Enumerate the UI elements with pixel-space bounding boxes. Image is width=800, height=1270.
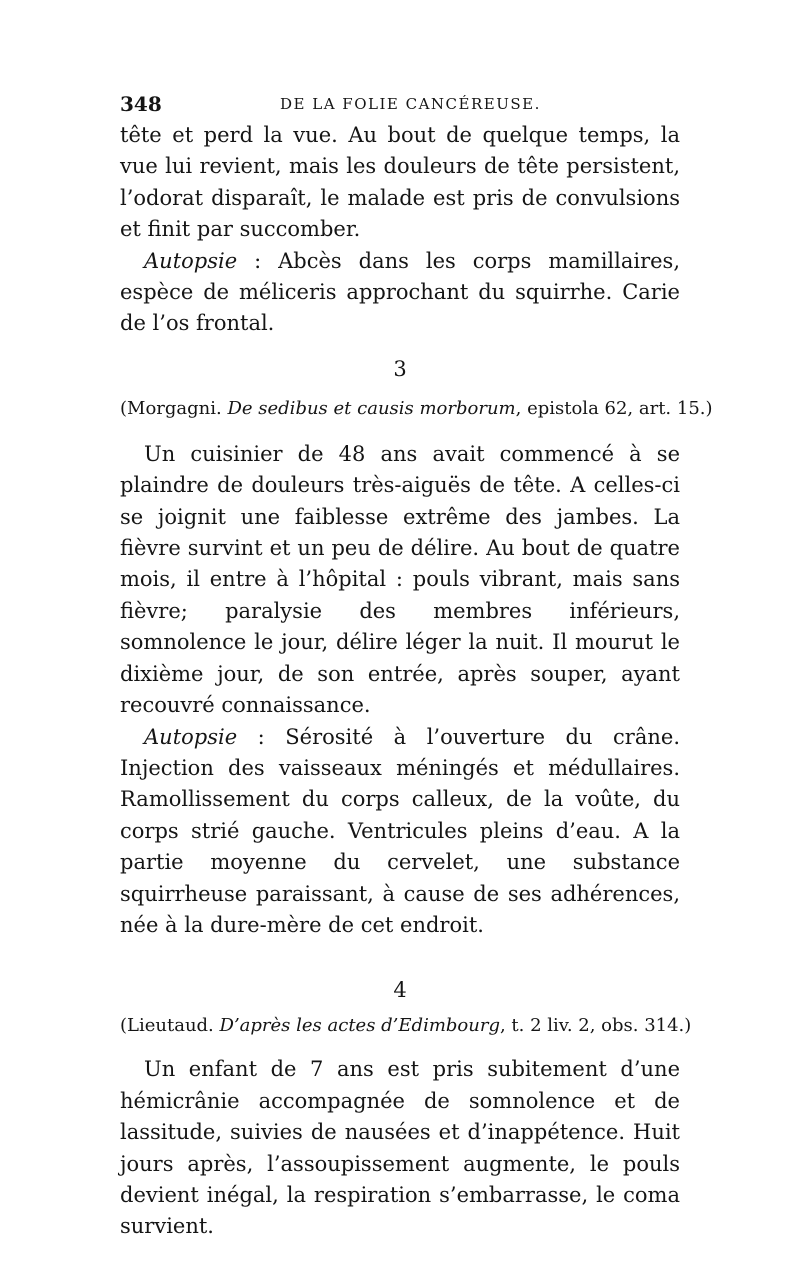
case-3-reference [120, 397, 713, 421]
reference-author: (Morgagni. [120, 397, 228, 419]
reference-title: De sedibus et causis morborum [227, 397, 516, 419]
spacer [120, 1038, 680, 1054]
running-head [120, 88, 680, 120]
reference-title: D’après les actes d’Edimbourg [219, 1015, 500, 1037]
case-3-paragraph: Un cuisinier de 48 ans avait commencé à se plaindre de douleurs très-aiguës de tête. A celles-ci se joignit une faiblesse extrême des jambes. La fièvre survint et un peu de délire. Au bout de quatre mois, il entre à l’hôpital : pouls vibrant, mais sans fièvre; paralysie des membres inférieurs, somnolence le jour, délire léger la nuit. Il mourut le dixième jour, de son entrée, après souper, ayant recouvré connaissance. [120, 441, 680, 718]
autopsy-text: : Sérosité à l’ouverture du crâne. Injection des vaisseaux méningés et médullaires. Ramollissement du corps calleux, de la voûte, du corps strié gauche. Ventricules pleins d’eau. A la partie moyenne du cervelet, une substance squirrheuse paraissant, à cause de ses adhérences, née à la dure-mère de cet endroit. [120, 724, 680, 937]
case-4-paragraph: Un enfant de 7 ans est pris subitement d’une hémicrânie accompagnée de somnolence et de lassitude, suivies de nausées et d’inappétence. Huit jours après, l’assoupissement augmente, le pouls devient inégal, la respiration s’embarrasse, le coma survient. [120, 1057, 680, 1239]
running-title: DE LA FOLIE CANCÉREUSE. [280, 95, 541, 113]
autopsy-label: Autopsie [144, 724, 238, 749]
spacer [120, 340, 680, 354]
autopsy-text: : Abcès dans les corps mamillaires, espèce de méliceris approchant du squirrhe. Carie de l’os frontal. [120, 248, 680, 336]
reference-details: , epistola 62, art. 15.) [515, 397, 713, 419]
page-number: 348 [120, 92, 162, 116]
autopsy-label: Autopsie [144, 248, 238, 273]
case-3-autopsy-paragraph [120, 722, 680, 942]
reference-details: , t. 2 liv. 2, obs. 314.) [499, 1015, 692, 1037]
continuation-paragraph: tête et perd la vue. Au bout de quelque temps, la vue lui revient, mais les douleurs de tête persistent, l’odorat disparaît, le malade est pris de convulsions et finit par succomber. [120, 123, 680, 242]
reference-author: (Lieutaud. [120, 1015, 220, 1037]
spacer [120, 1006, 680, 1014]
spacer [120, 385, 680, 397]
autopsy-paragraph [120, 246, 680, 340]
spacer [120, 941, 680, 975]
book-page [120, 88, 713, 1243]
spacer [120, 421, 680, 439]
case-4-reference [120, 1014, 692, 1038]
case-number-3: 3 [393, 356, 407, 381]
case-number-4: 4 [393, 978, 407, 1003]
